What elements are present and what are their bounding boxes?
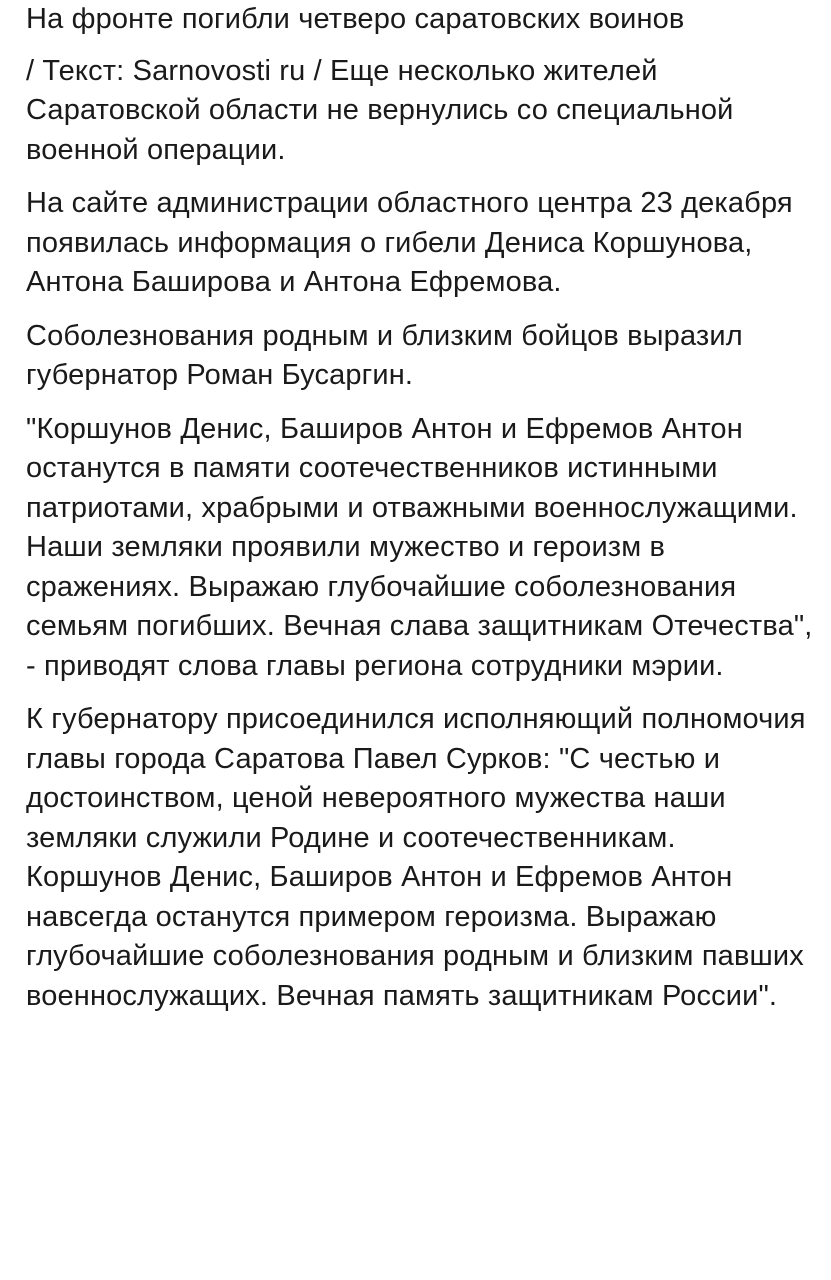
article-paragraph-info: На сайте администрации областного центра 23 декабря появилась информация о гибели Дениса Коршунова, Антона Баширова и Антона Ефремова. [26,187,793,298]
article-paragraph-mayor-quote: К губернатору присоединился исполняющий полномочия главы города Саратова Павел Сурков: "С честью и достоинством, ценой невероятного мужества наши земляки служили Родине и соотечественникам. Коршунов Денис, Баширов Антон и Ефремов Антон навсегда останутся примером героизма. Выражаю глубочайшие соболезнования родным и близким павших военнослужащих. Вечная память защитникам России". [26,703,806,1012]
article-title: На фронте погибли четверо саратовских воинов [26,3,685,35]
article-paragraph-source: / Текст: Sarnovosti ru / Еще несколько жителей Саратовской области не вернулись со специальной военной операции. [26,54,734,166]
article-paragraph-governor-quote: "Коршунов Денис, Баширов Антон и Ефремов Антон останутся в памяти соотечественников истинными патриотами, храбрыми и отважными военнослужащими. Наши земляки проявили мужество и героизм в сражениях. Выражаю глубочайшие соболезнования семьям погибших. Вечная слава защитникам Отечества", - приводят слова главы региона сотрудники мэрии. [26,412,813,682]
article-body [26,0,816,1030]
article-paragraph-condolences: Соболезнования родным и близким бойцов выразил губернатор Роман Бусаргин. [26,319,743,391]
